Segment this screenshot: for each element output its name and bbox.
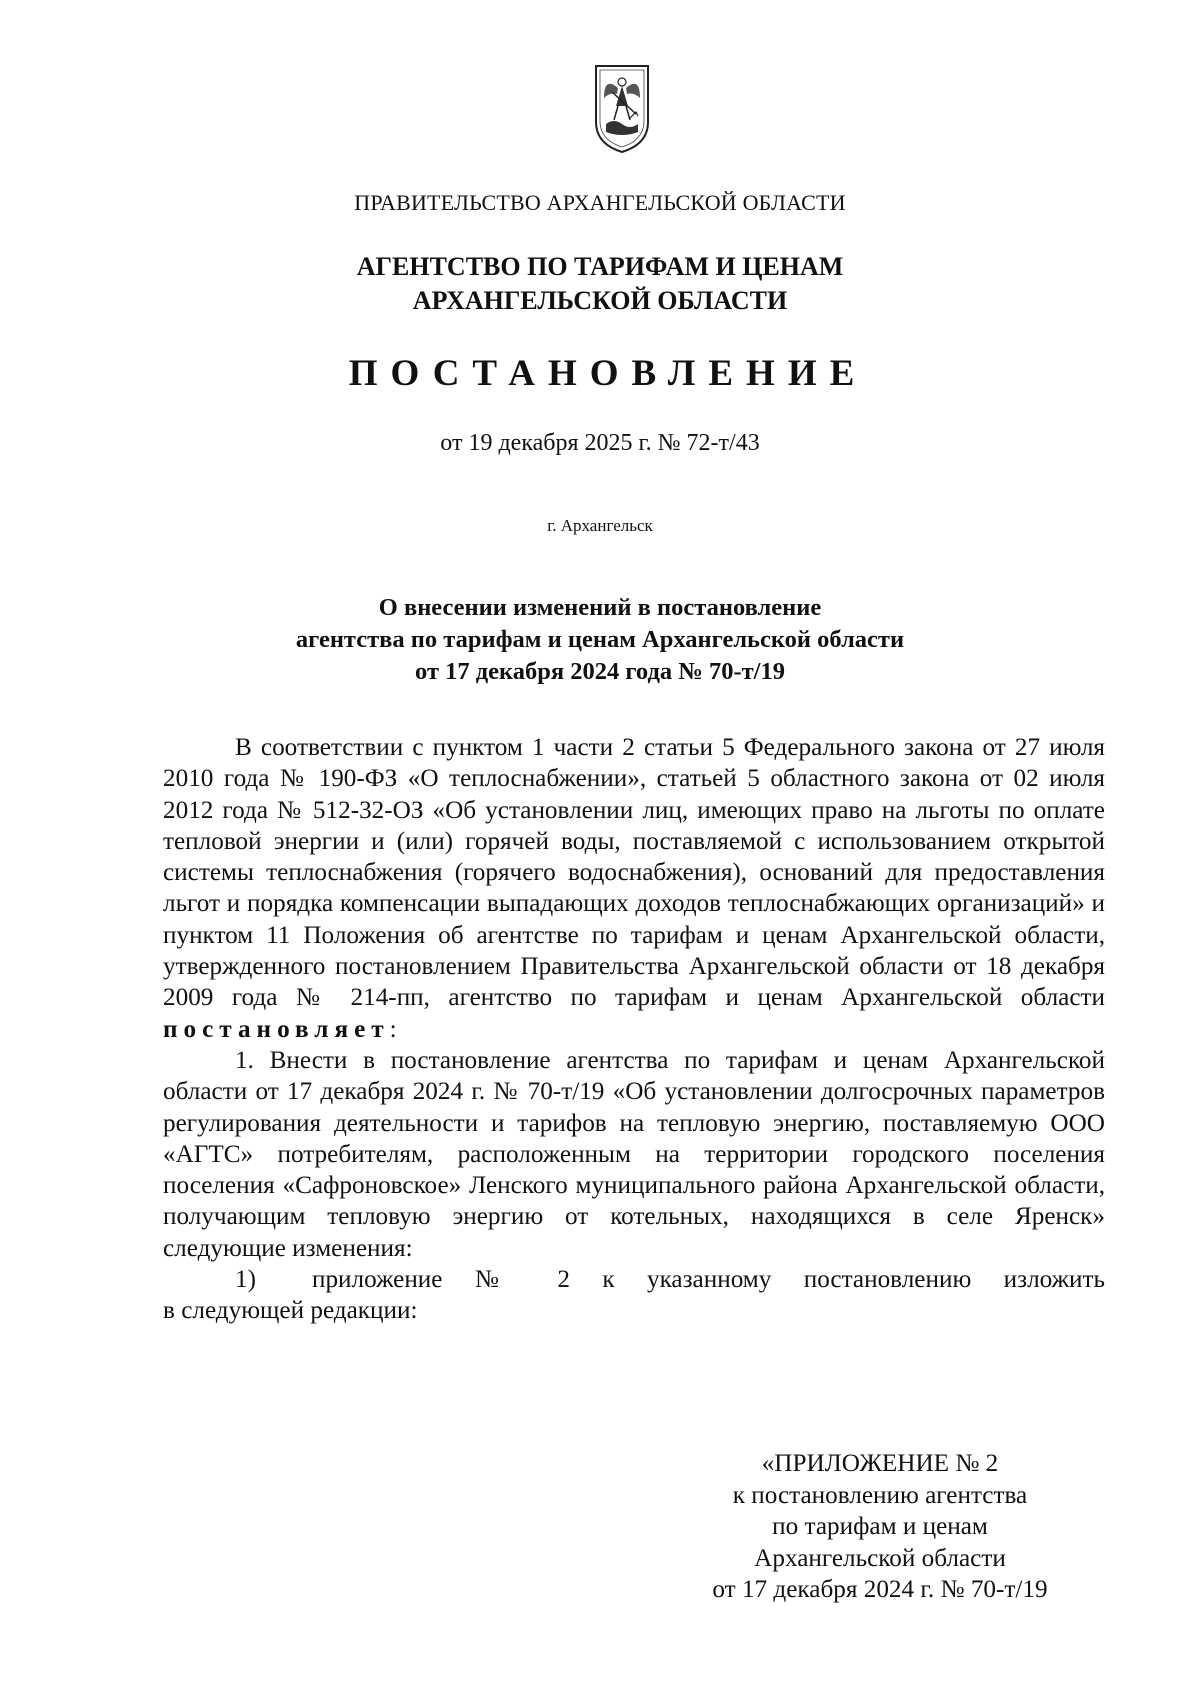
appendix-line-2: к постановлению агентства bbox=[732, 1481, 1028, 1509]
agency-name bbox=[0, 250, 1200, 318]
government-name: ПРАВИТЕЛЬСТВО АРХАНГЕЛЬСКОЙ ОБЛАСТИ bbox=[354, 190, 846, 215]
title-line-1: О внесении изменений в постановление bbox=[378, 594, 822, 621]
subitem-1-first-line bbox=[163, 1264, 1105, 1295]
item-1-paragraph: 1. Внести в постановление агентства по тарифам и ценам Архангельской области от 17 декабря 2024 г. № 70-т/19 «Об установлении долгосрочных параметров регулирования деятельности и тарифов на тепловую энергию, поставляемую ООО «АГТС» потребителям, расположенным на территории городского поселения поселения «Сафроновское» Ленского муниципального района Архангельской области, получающим тепловую энергию от котельных, находящихся в селе Яренск» следующие изменения: bbox=[163, 1046, 1105, 1262]
subitem-1-text-rest: в следующей редакции: bbox=[163, 1297, 418, 1325]
appendix-line-5: от 17 декабря 2024 г. № 70-т/19 bbox=[712, 1576, 1048, 1603]
decree-date-number: от 19 декабря 2025 г. № 72-т/43 bbox=[440, 430, 760, 456]
appendix-line-4: Архангельской области bbox=[754, 1544, 1006, 1572]
agency-name-line-1: АГЕНТСТВО ПО ТАРИФАМ И ЦЕНАМ bbox=[356, 252, 844, 281]
preamble-paragraph bbox=[163, 732, 1105, 1045]
resolves-word: постановляет bbox=[163, 1015, 390, 1043]
preamble-text: В соответствии с пунктом 1 части 2 статьи 5 Федерального закона от 27 июля 2010 года № 190-ФЗ «О теплоснабжении», статьей 5 областного закона от 02 июля 2012 года № 512-32-ОЗ «Об установлении лиц, имеющих право на льготы по оплате тепловой энергии и (или) горячей воды, поставляемой с использованием открытой системы теплоснабжения (горячего водоснабжения), оснований для предоставления льгот и порядка компенсации выпадающих доходов теплоснабжающих организаций» и пунктом 11 Положения об агентстве по тарифам и ценам Архангельской области, утвержденного постановлением Правительства Архангельской области от 18 декабря 2009 года № 214-пп, агентство по тарифам и ценам Архангельской области bbox=[163, 734, 1105, 1012]
resolves-colon: : bbox=[389, 1015, 397, 1043]
appendix-line-3: по тарифам и ценам bbox=[772, 1513, 988, 1540]
title-line-3: от 17 декабря 2024 года № 70-т/19 bbox=[415, 658, 785, 685]
document-title bbox=[0, 592, 1200, 688]
document-body bbox=[163, 732, 1105, 1327]
archangel-coat-of-arms-icon bbox=[590, 62, 654, 154]
subitem-1-text-lead: приложение № 2 к указанному постановлению изложить bbox=[311, 1266, 1105, 1294]
subitem-1-number: 1) bbox=[235, 1266, 256, 1294]
city: г. Архангельск bbox=[547, 516, 653, 535]
appendix-header bbox=[660, 1448, 1100, 1606]
document-type: ПОСТАНОВЛЕНИЕ bbox=[348, 353, 868, 394]
appendix-line-1: «ПРИЛОЖЕНИЕ № 2 bbox=[761, 1450, 999, 1477]
agency-name-line-2: АРХАНГЕЛЬСКОЙ ОБЛАСТИ bbox=[412, 286, 788, 315]
title-line-2: агентства по тарифам и ценам Архангельской области bbox=[295, 626, 905, 653]
